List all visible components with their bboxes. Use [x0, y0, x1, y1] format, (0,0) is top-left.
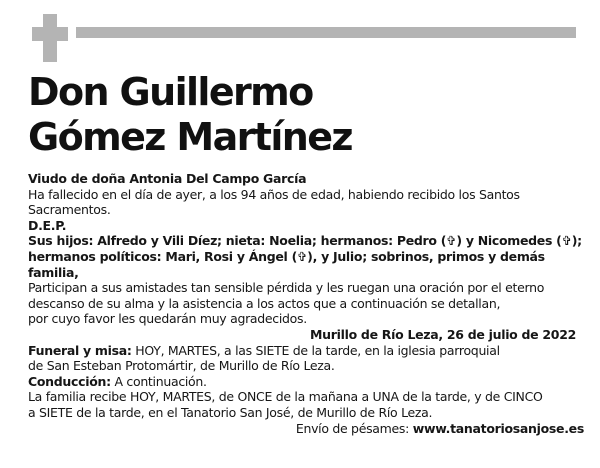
- death-line1: Ha fallecido en el día de ayer, a los 94 años de edad, habiendo recibido los Santos: [28, 186, 520, 202]
- header-rule: [76, 27, 576, 38]
- funeral-label: Funeral y misa:: [28, 342, 132, 358]
- funeral-line2: de San Esteban Protomártir, de Murillo de Río Leza.: [28, 358, 335, 374]
- deceased-name: [28, 70, 352, 160]
- widower-line: Viudo de doña Antonia Del Campo García: [28, 171, 307, 186]
- notice-body: [28, 171, 584, 436]
- deceased-name-line1: Don Guillermo: [28, 70, 313, 114]
- funeral-line1: HOY, MARTES, a las SIETE de la tarde, en la iglesia parroquial: [131, 342, 500, 358]
- conduccion-text: A continuación.: [110, 373, 207, 389]
- condolences-label: Envío de pésames:: [295, 420, 413, 436]
- deceased-name-line2: Gómez Martínez: [28, 115, 352, 159]
- family-line2: hermanos políticos: Mari, Rosi y Ángel (✞), y Julio; sobrinos, primos y demás: [28, 248, 545, 264]
- family-paragraph: [28, 233, 584, 280]
- visit-line2: a SIETE de la tarde, en el Tanatorio San José, de Murillo de Río Leza.: [28, 404, 433, 420]
- dep-line: D.E.P.: [28, 217, 67, 233]
- funeral-paragraph: [28, 343, 584, 374]
- announce-paragraph: [28, 280, 584, 327]
- visit-line1: La familia recibe HOY, MARTES, de ONCE de la mañana a UNA de la tarde, y de CINCO: [28, 389, 543, 405]
- announce-line1: Participan a sus amistades tan sensible pérdida y les ruegan una oración por el eterno: [28, 280, 545, 296]
- announce-line2: descanso de su alma y la asistencia a los actos que a continuación se detallan,: [28, 295, 501, 311]
- death-line2: Sacramentos.: [28, 202, 111, 218]
- visit-paragraph: [28, 389, 584, 420]
- cross-horizontal-bar: [32, 27, 68, 41]
- condolences-line: [28, 421, 584, 437]
- family-line3: familia,: [28, 264, 79, 280]
- death-paragraph: [28, 187, 584, 218]
- conduccion-label: Conducción:: [28, 373, 111, 389]
- family-line1: Sus hijos: Alfredo y Vili Díez; nieta: Noelia; hermanos: Pedro (✞) y Nicomedes (✞);: [28, 233, 582, 249]
- condolences-site: www.tanatoriosanjose.es: [412, 420, 584, 436]
- announce-line3: por cuyo favor les quedarán muy agradecidos.: [28, 311, 307, 327]
- latin-cross-icon: [32, 14, 68, 62]
- place-date: Murillo de Río Leza, 26 de julio de 2022: [310, 326, 576, 342]
- conduccion-line: [28, 374, 584, 390]
